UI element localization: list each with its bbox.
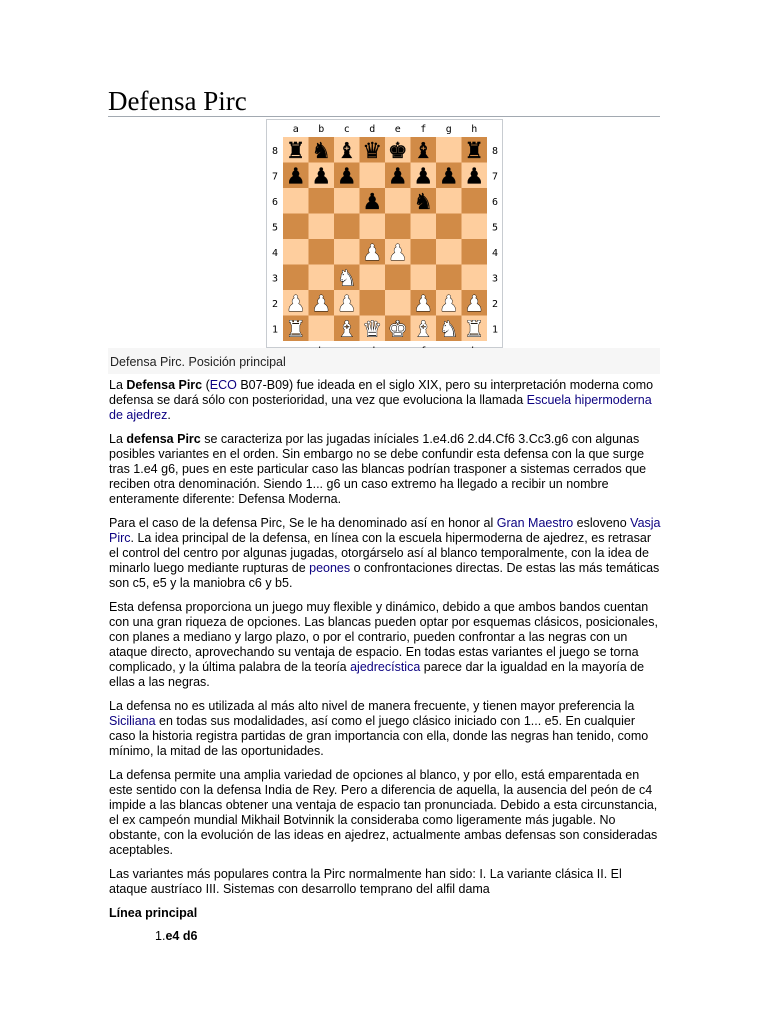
black-rook-icon: ♜ <box>285 138 306 164</box>
link-ajedrecistica[interactable]: ajedrecística <box>350 660 421 674</box>
link-eco[interactable]: ECO <box>209 378 237 392</box>
black-queen-icon: ♛ <box>362 138 383 164</box>
white-pawn-icon: ♟ <box>413 291 434 317</box>
board-square-a4 <box>283 239 309 265</box>
black-pawn-icon: ♟ <box>413 164 434 190</box>
rank-label-right: 7 <box>491 171 499 183</box>
white-pawn-icon: ♟ <box>362 240 383 266</box>
board-square-b6 <box>309 188 335 214</box>
rank-label-right: 4 <box>491 247 499 259</box>
paragraph-comparison: La defensa permite una amplia variedad de opciones al blanco, y por ello, está emparentada en este sentido con la defensa India de Rey. Pero a diferencia de aquella, la ausencia del peón de c4 impide a las blancas obtener una ventaja de espacio tan pronunciada. Debido a esta circunstancia, el ex campeón mundial Mikhail Botvinnik la consideraba como ligeramente más jugable. No obstante, con la evolución de las ideas en ajedrez, actualmente ambas defensas son consideradas aceptables. <box>109 768 658 857</box>
rank-label-right: 8 <box>491 145 499 157</box>
rank-label-right: 6 <box>491 196 499 208</box>
black-king-icon: ♚ <box>387 138 408 164</box>
text: esloveno <box>573 516 631 530</box>
text: parece dar la igualdad en la mayoría de ellas a las negras. <box>109 660 645 689</box>
white-rook-icon: ♜ <box>464 317 485 343</box>
rank-label-right: 3 <box>491 273 499 285</box>
black-pawn-icon: ♟ <box>285 164 306 190</box>
rank-label-left: 5 <box>271 222 279 234</box>
white-bishop-icon: ♝ <box>336 317 357 343</box>
rank-label-left: 4 <box>271 247 279 259</box>
text: en todas sus modalidades, así como el juego clásico iniciado con 1... e5. En cualquier caso la historia registra partidas de gran importancia con ella, donde las negras han tenido, como mínimo, la mitad de las oportunidades. <box>109 714 649 758</box>
board-square-g3 <box>436 265 462 291</box>
board-square-g4 <box>436 239 462 265</box>
black-bishop-icon: ♝ <box>413 138 434 164</box>
chessboard-figure <box>266 119 503 348</box>
white-rook-icon: ♜ <box>285 317 306 343</box>
board-square-b4 <box>309 239 335 265</box>
white-bishop-icon: ♝ <box>413 317 434 343</box>
board-square-a3 <box>283 265 309 291</box>
paragraph-variants: Las variantes más populares contra la Pirc normalmente han sido: I. La variante clásica II. El ataque austríaco III. Sistemas con desarrollo temprano del alfil dama <box>109 867 622 896</box>
board-square-h5 <box>462 214 488 240</box>
board-square-d7 <box>360 163 386 189</box>
file-label-top: e <box>394 124 401 135</box>
text: . La idea principal de la defensa, en línea con la escuela hipermoderna de ajedrez, es retrasar el control del centro por algunas jugadas, otorgárselo así al blanco temporalmente, con la idea de minarlo luego mediante rupturas de <box>109 531 651 575</box>
black-pawn-icon: ♟ <box>464 164 485 190</box>
black-pawn-icon: ♟ <box>362 189 383 215</box>
white-pawn-icon: ♟ <box>311 291 332 317</box>
text: La <box>109 432 127 446</box>
link-siciliana[interactable]: Siciliana <box>109 714 156 728</box>
figure-caption: Defensa Pirc. Posición principal <box>110 355 286 369</box>
board-square-a5 <box>283 214 309 240</box>
text: . <box>167 408 171 422</box>
section-heading-main-line: Línea principal <box>109 906 198 920</box>
white-pawn-icon: ♟ <box>464 291 485 317</box>
board-square-b5 <box>309 214 335 240</box>
board-square-c5 <box>334 214 360 240</box>
rank-label-left: 6 <box>271 196 279 208</box>
move-line <box>155 929 661 944</box>
link-vasja-pirc[interactable]: Vasja Pirc <box>109 516 661 545</box>
black-rook-icon: ♜ <box>464 138 485 164</box>
white-king-icon: ♚ <box>387 317 408 343</box>
text: o confrontaciones directas. De estas las más temáticas son c5, e5 y la maniobra c6 y b5. <box>109 561 660 590</box>
rank-label-left: 2 <box>271 298 279 310</box>
board-square-f5 <box>411 214 437 240</box>
text: ( <box>202 378 210 392</box>
board-square-e2 <box>385 290 411 316</box>
move-text: e4 d6 <box>165 929 198 943</box>
text: Esta defensa proporciona un juego muy flexible y dinámico, debido a que ambos bandos cuentan con una gran riqueza de opciones. Las blancas pueden optar por esquemas clásicos, posicionales, con planes a mediano y largo plazo, o por el contrario, pueden confrontar a las negras con un ataque directo, aprovechando su ventaja de espacio. En todas estas variantes el juego se torna complicado, y la última palabra de la teoría <box>109 600 658 674</box>
board-square-c6 <box>334 188 360 214</box>
black-pawn-icon: ♟ <box>336 164 357 190</box>
file-label-top: b <box>318 124 325 135</box>
text: La <box>109 378 127 392</box>
rank-label-left: 7 <box>271 171 279 183</box>
board-square-h3 <box>462 265 488 291</box>
black-pawn-icon: ♟ <box>311 164 332 190</box>
link-peones[interactable]: peones <box>309 561 351 575</box>
article-body <box>109 378 661 944</box>
text: Para el caso de la defensa Pirc, Se le ha denominado así en honor al <box>109 516 497 530</box>
board-square-d2 <box>360 290 386 316</box>
paragraph-intro <box>109 378 661 423</box>
board-square-e6 <box>385 188 411 214</box>
board-square-g5 <box>436 214 462 240</box>
link-escuela-hipermoderna[interactable]: Escuela hipermoderna de ajedrez <box>109 393 652 422</box>
white-knight-icon: ♞ <box>336 266 357 292</box>
black-knight-icon: ♞ <box>413 189 434 215</box>
board-square-g8 <box>436 137 462 163</box>
board-square-e3 <box>385 265 411 291</box>
paragraph-usage <box>109 699 661 759</box>
board-square-f4 <box>411 239 437 265</box>
white-queen-icon: ♛ <box>362 317 383 343</box>
rank-label-left: 1 <box>271 324 279 336</box>
board-square-c4 <box>334 239 360 265</box>
board-square-d5 <box>360 214 386 240</box>
board-square-b1 <box>309 316 335 342</box>
white-pawn-icon: ♟ <box>285 291 306 317</box>
file-label-top: a <box>292 124 299 135</box>
board-square-b3 <box>309 265 335 291</box>
paragraph-name-origin <box>109 516 661 591</box>
file-label-top: f <box>420 124 427 135</box>
rank-label-right: 2 <box>491 298 499 310</box>
board-square-e5 <box>385 214 411 240</box>
file-label-top: d <box>369 124 376 135</box>
paragraph-flexibility <box>109 600 661 690</box>
file-label-top: h <box>471 124 478 135</box>
text: se caracteriza por las jugadas iníciales 1.e4.d6 2.d4.Cf6 3.Cc3.g6 con algunas posibles variantes en el orden. Sin embargo no se debe confundir esta defensa con la que surge tras 1.e4 g6, pues en este particular caso las blancas podrían trasponer a sistemas cerrados que reciben otra denominación. Siendo 1... g6 un caso extremo ha llegado a recibir un nombre enteramente diferente: Defensa Moderna. <box>109 432 647 506</box>
board-square-h6 <box>462 188 488 214</box>
chessboard <box>267 120 504 349</box>
file-label-top: c <box>343 124 350 135</box>
file-label-top: g <box>445 124 452 135</box>
bold-term: Defensa Pirc <box>126 378 203 392</box>
rank-label-right: 1 <box>491 324 499 336</box>
black-pawn-icon: ♟ <box>438 164 459 190</box>
rank-label-right: 5 <box>491 222 499 234</box>
black-knight-icon: ♞ <box>311 138 332 164</box>
page-title: Defensa Pirc <box>108 86 247 116</box>
title-divider <box>108 116 660 117</box>
board-square-h4 <box>462 239 488 265</box>
black-pawn-icon: ♟ <box>387 164 408 190</box>
paragraph-characteristics <box>109 432 661 507</box>
board-square-a6 <box>283 188 309 214</box>
bold-term: defensa Pirc <box>126 432 201 446</box>
move-number: 1. <box>155 929 166 943</box>
white-pawn-icon: ♟ <box>336 291 357 317</box>
link-gran-maestro[interactable]: Gran Maestro <box>496 516 574 530</box>
white-knight-icon: ♞ <box>438 317 459 343</box>
board-square-d3 <box>360 265 386 291</box>
white-pawn-icon: ♟ <box>438 291 459 317</box>
rank-label-left: 3 <box>271 273 279 285</box>
board-square-f3 <box>411 265 437 291</box>
board-square-g6 <box>436 188 462 214</box>
text: La defensa no es utilizada al más alto nivel de manera frecuente, y tienen mayor preferencia la <box>109 699 635 713</box>
rank-label-left: 8 <box>271 145 279 157</box>
text: B07-B09) fue ideada en el siglo XIX, pero su interpretación moderna como defensa se dará sólo con posterioridad, una vez que evoluciona la llamada <box>109 378 654 407</box>
white-pawn-icon: ♟ <box>387 240 408 266</box>
black-bishop-icon: ♝ <box>336 138 357 164</box>
